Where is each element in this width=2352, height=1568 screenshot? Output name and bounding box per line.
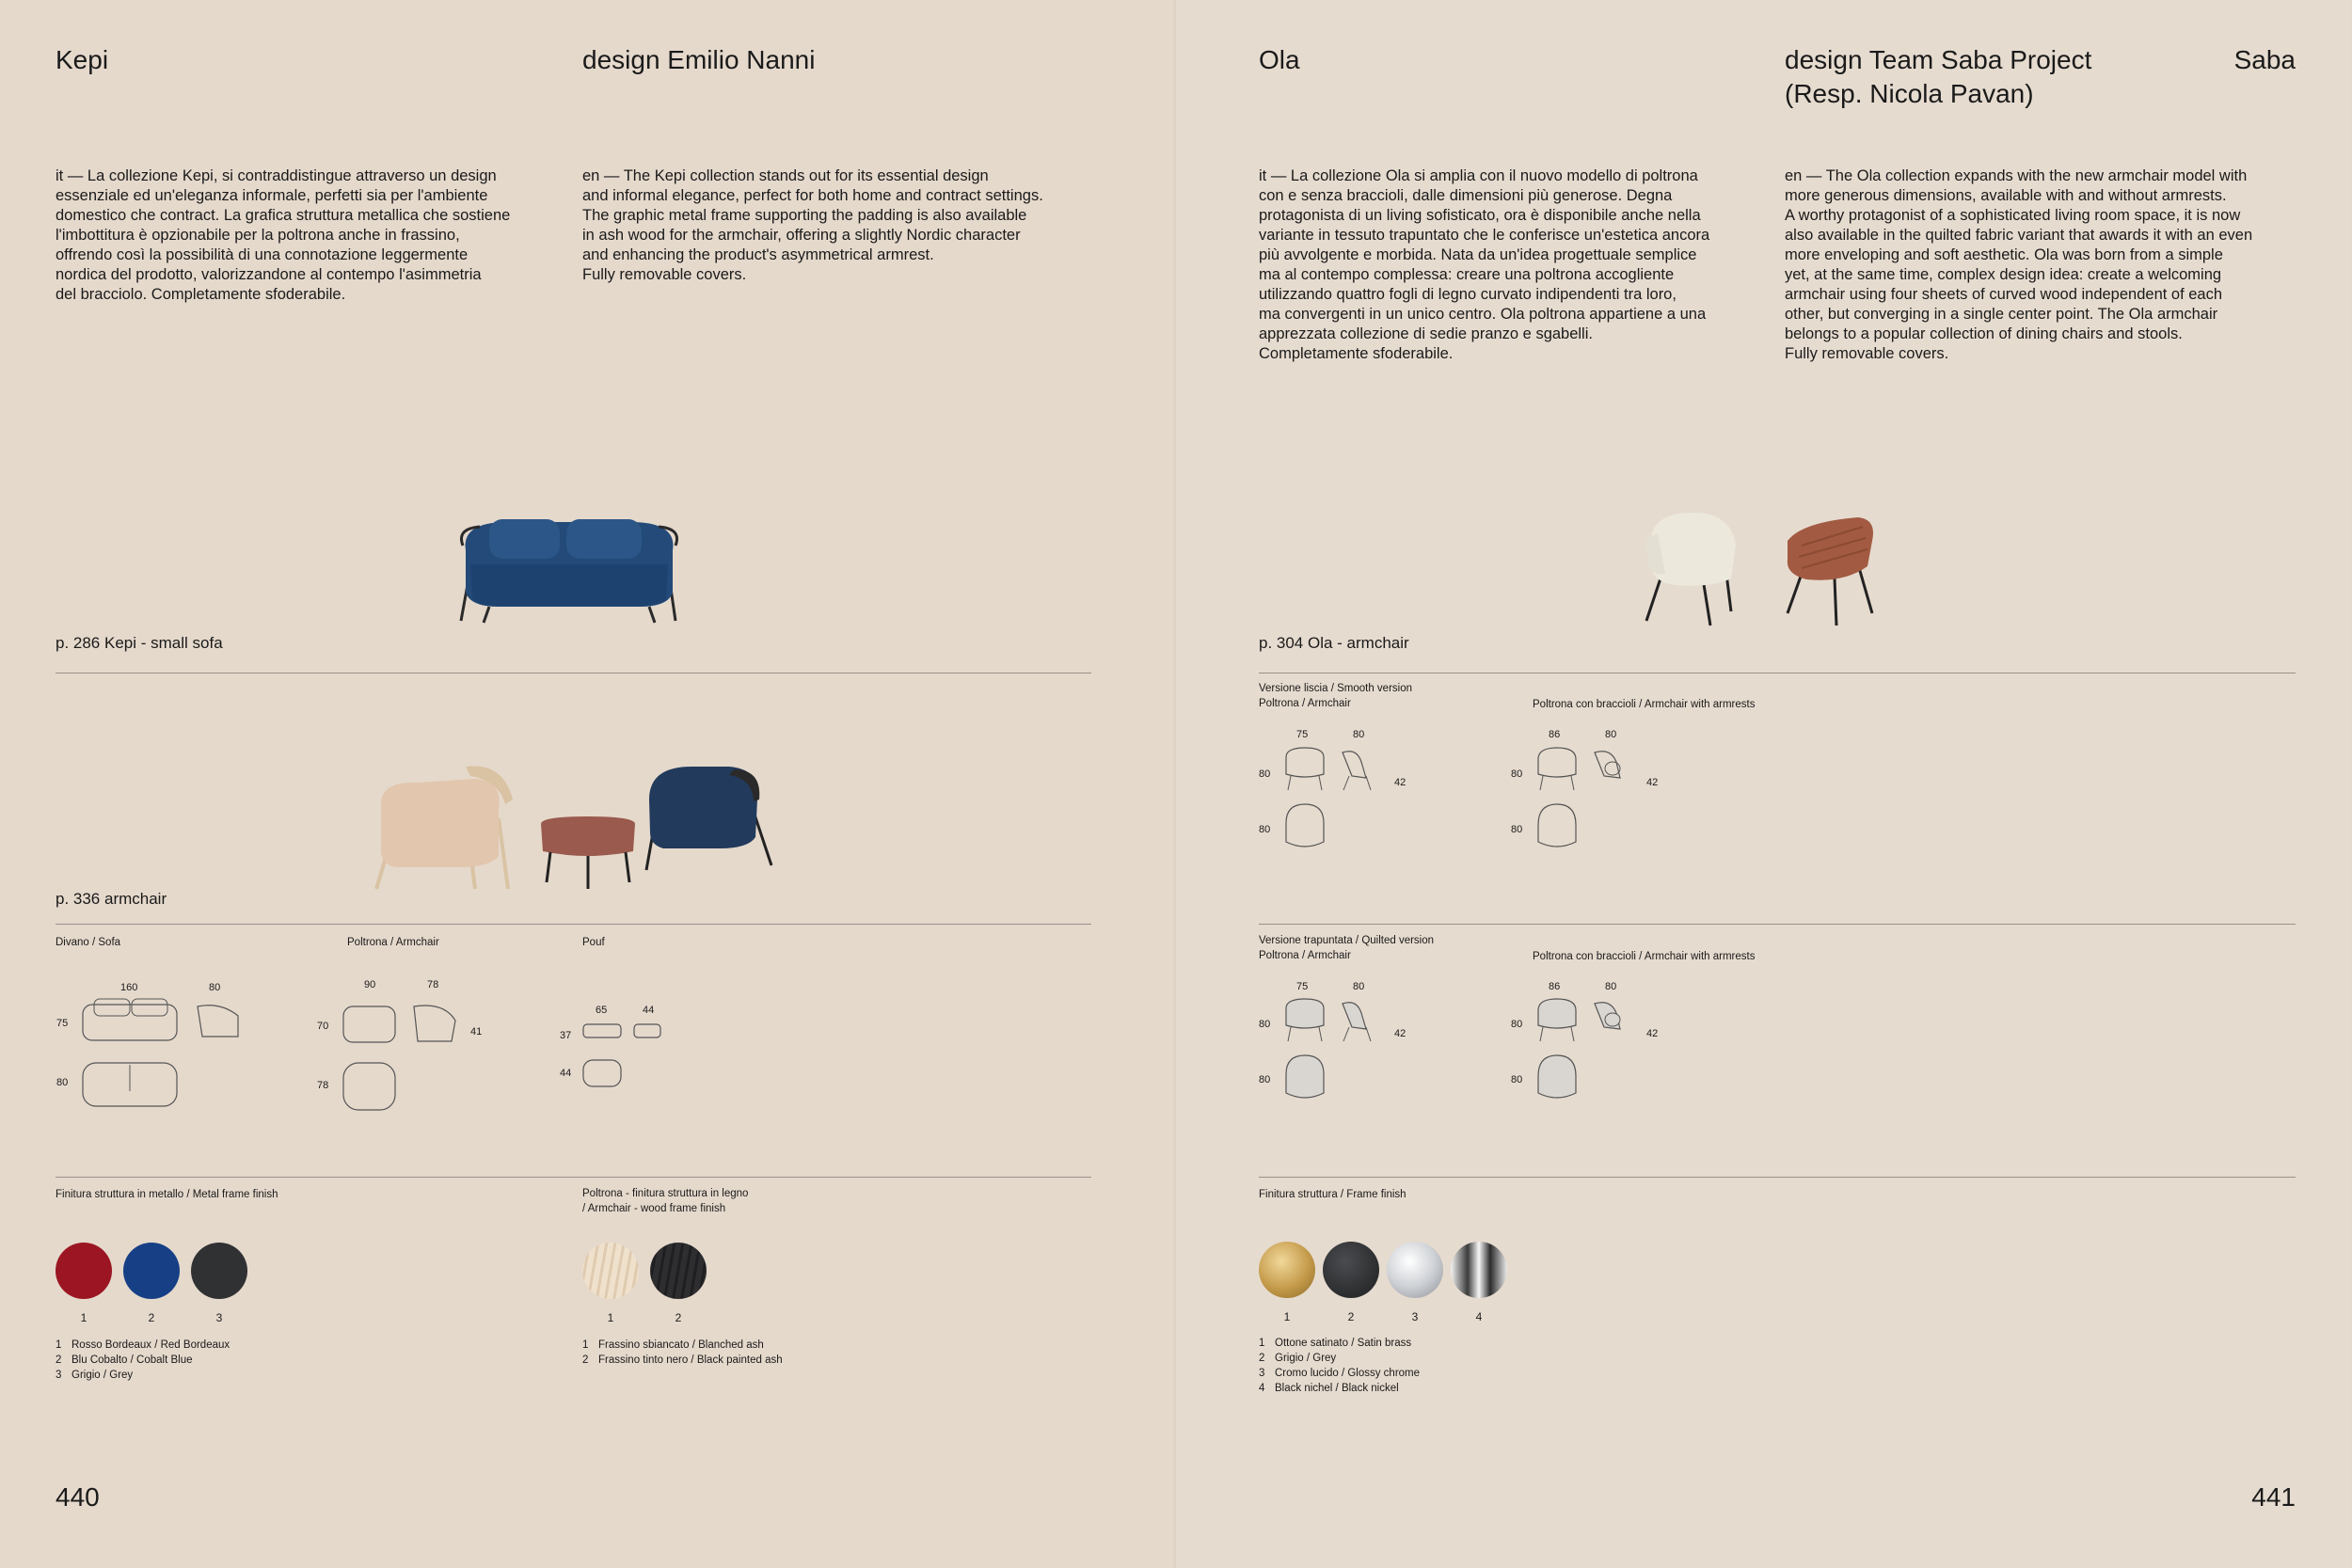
dim-ola-height: 80 <box>1259 768 1271 780</box>
description-en-kepi: en — The Kepi collection stands out for its essential design and informal elegance, perfect for both home and contract settings. The graphic metal frame supporting the padding is also available in ash wood for the armchair, offering a slightly Nordic character and enhancing the product's asymmetrical armrest. Fully removable covers. <box>582 167 1043 283</box>
swatch-number: 1 <box>607 1311 614 1324</box>
legend-number: 1 <box>1259 1338 1265 1349</box>
quilted-armrests-title: Poltrona con braccioli / Armchair with armrests <box>1533 951 1756 962</box>
caption-ola-armchair: p. 304 Ola - armchair <box>1259 634 1409 652</box>
ola-armchairs-image <box>1637 508 1900 630</box>
legend-row <box>1259 1336 1420 1351</box>
dim-sofa-width: 160 <box>120 982 138 993</box>
quilted-version-title: Versione trapuntata / Quilted version Poltrona / Armchair <box>1259 935 1435 961</box>
finish-swatch <box>1323 1242 1379 1298</box>
dim-ola-quilted-seat: 42 <box>1394 1028 1406 1039</box>
finish-wood-title: Poltrona - finitura struttura in legno / Armchair - wood frame finish <box>582 1188 749 1214</box>
legend-number: 2 <box>56 1354 62 1366</box>
divider <box>56 1177 1091 1178</box>
legend-number: 1 <box>582 1339 589 1351</box>
finish-swatch <box>56 1243 112 1299</box>
finish-swatch <box>650 1243 707 1299</box>
legend-number: 4 <box>1259 1383 1265 1394</box>
swatch-number: 1 <box>1283 1310 1291 1323</box>
swatch-number: 2 <box>148 1311 155 1324</box>
kepi-armchairs-image <box>372 762 786 903</box>
dim-pouf-width: 65 <box>596 1005 608 1016</box>
dim-armchair-depth-plan: 78 <box>317 1080 329 1091</box>
legend-row <box>1259 1351 1420 1366</box>
legend-row <box>582 1338 783 1353</box>
dim-ola-depth-plan: 80 <box>1259 824 1271 835</box>
dim-ola-quilted-depth-plan: 80 <box>1259 1074 1271 1085</box>
sofa-line-drawing <box>80 997 245 1110</box>
dim-armchair-width: 90 <box>364 979 376 990</box>
dim-ola-quilted-armrests-width: 86 <box>1549 981 1561 992</box>
armchair-line-drawing <box>341 1002 463 1115</box>
caption-kepi-sofa: p. 286 Kepi - small sofa <box>56 634 223 652</box>
legend-text: Grigio / Grey <box>72 1370 134 1381</box>
legend-number: 2 <box>582 1354 589 1366</box>
swatch-number: 2 <box>675 1311 682 1324</box>
frame-finish-title: Finitura struttura / Frame finish <box>1259 1189 1406 1200</box>
dim-ola-quilted-height: 80 <box>1259 1019 1271 1030</box>
dim-ola-quilted-armrests-depth: 80 <box>1605 981 1617 992</box>
legend-number: 3 <box>56 1370 62 1381</box>
legend-text: Ottone satinato / Satin brass <box>1275 1338 1412 1349</box>
legend-row <box>1259 1366 1420 1381</box>
legend-number: 3 <box>1259 1368 1265 1379</box>
dim-ola-armrests-depth-plan: 80 <box>1511 824 1523 835</box>
dim-ola-armrests-seat: 42 <box>1646 777 1659 788</box>
description-it-ola: it — La collezione Ola si amplia con il nuovo modello di poltrona con e senza braccioli, dalle dimensioni più generose. Degna protagonista di un living sofisticato, ora è disponibile anche nella variante in tessuto trapuntato che le conferisce un'estetica ancora più avvolgente e morbida. Nata da un'idea progettuale semplice ma al contempo complessa: creare una poltrona accogliente utilizzando quattro fogli di legno curvato indipendenti tra loro, ma convergenti in un unico centro. Ola poltrona appartiene a una apprezzata collezione di sedie pranzo e sgabelli. Completamente sfoderabile. <box>1259 167 1710 362</box>
legend-text: Frassino sbiancato / Blanched ash <box>598 1339 764 1351</box>
caption-kepi-armchair: p. 336 armchair <box>56 890 167 908</box>
ola-smooth-line-drawing <box>1281 748 1394 856</box>
finish-swatch <box>191 1243 247 1299</box>
description-en-ola: en — The Ola collection expands with the new armchair model with more generous dimensions, available with and without armrests. A worthy protagonist of a sophisticated living room space, it is now also available in the quilted fabric variant that awards it with an even more enveloping and soft aesthetic. Ola was born from a simple yet, at the same time, complex design idea: create a welcoming armchair using four sheets of curved wood independent of each other, but converging in a single center point. The Ola armchair belongs to a popular collection of dining chairs and stools. Fully removable covers. <box>1785 167 2253 362</box>
finish-metal-title: Finitura struttura in metallo / Metal frame finish <box>56 1189 278 1200</box>
page-number-left: 440 <box>56 1482 100 1512</box>
legend-number: 1 <box>56 1339 62 1351</box>
description-it-kepi: it — La collezione Kepi, si contraddistingue attraverso un design essenziale ed un'eleganza informale, perfetti sia per l'ambiente domestico che contract. La grafica struttura metallica che sostiene l'imbottitura è opzionabile per la poltrona anche in frassino, offrendo così la possibilità di una connotazione leggermente nordica del prodotto, valorizzandone al contempo l'asimmetria del bracciolo. Completamente sfoderabile. <box>56 167 511 303</box>
dim-ola-quilted-armrests-height: 80 <box>1511 1019 1523 1030</box>
swatch-number: 3 <box>1411 1310 1419 1323</box>
product-title-kepi: Kepi <box>56 45 109 74</box>
dim-ola-depth: 80 <box>1353 729 1365 740</box>
legend-text: Cromo lucido / Glossy chrome <box>1275 1368 1421 1379</box>
dim-ola-quilted-width: 75 <box>1296 981 1309 992</box>
ola-smooth-armrests-line-drawing <box>1534 748 1646 856</box>
pouf-line-drawing <box>580 1021 665 1086</box>
dim-ola-quilted-armrests-seat: 42 <box>1646 1028 1659 1039</box>
dim-armchair-depth: 78 <box>427 979 439 990</box>
legend-row <box>56 1338 230 1353</box>
dim-ola-seat: 42 <box>1394 777 1406 788</box>
ola-quilted-line-drawing <box>1281 999 1394 1107</box>
dim-pouf-height: 37 <box>560 1030 572 1041</box>
divider <box>1259 1177 2296 1178</box>
designer-ola: design Team Saba Project (Resp. Nicola Pavan) <box>1785 45 2092 108</box>
swatch-number: 1 <box>80 1311 87 1324</box>
dim-ola-quilted-armrests-depth-plan: 80 <box>1511 1074 1523 1085</box>
legend-text: Black nichel / Black nickel <box>1275 1383 1399 1394</box>
brand-saba: Saba <box>2233 45 2296 74</box>
dims-armchair-label: Poltrona / Armchair <box>347 937 439 948</box>
product-title-ola: Ola <box>1259 45 1300 74</box>
metal-finish-legend <box>56 1338 230 1383</box>
dims-pouf-label: Pouf <box>582 937 605 948</box>
dim-pouf-depth: 44 <box>643 1005 655 1016</box>
legend-row <box>582 1353 783 1368</box>
wood-finish-legend <box>582 1338 783 1368</box>
legend-row <box>1259 1381 1420 1396</box>
page-number-right: 441 <box>2251 1482 2296 1512</box>
dim-sofa-depth-plan: 80 <box>56 1077 69 1088</box>
legend-number: 2 <box>1259 1353 1265 1364</box>
dim-armchair-seat: 41 <box>470 1026 483 1037</box>
dims-sofa-label: Divano / Sofa <box>56 937 121 948</box>
swatch-number: 4 <box>1475 1310 1483 1323</box>
kepi-sofa-image <box>452 508 687 630</box>
swatch-number: 3 <box>215 1311 223 1324</box>
finish-swatch <box>1451 1242 1507 1298</box>
dim-ola-armrests-width: 86 <box>1549 729 1561 740</box>
legend-text: Grigio / Grey <box>1275 1353 1337 1364</box>
designer-kepi: design Emilio Nanni <box>582 45 816 74</box>
dim-pouf-depth-plan: 44 <box>560 1068 572 1079</box>
finish-swatch <box>123 1243 180 1299</box>
legend-text: Frassino tinto nero / Black painted ash <box>598 1354 783 1366</box>
frame-finish-legend <box>1259 1336 1420 1396</box>
legend-row <box>56 1353 230 1368</box>
legend-row <box>56 1368 230 1383</box>
dim-ola-armrests-depth: 80 <box>1605 729 1617 740</box>
dim-armchair-height: 70 <box>317 1021 329 1032</box>
ola-quilted-armrests-line-drawing <box>1534 999 1646 1107</box>
right-page <box>1176 0 2351 1568</box>
legend-text: Blu Cobalto / Cobalt Blue <box>72 1354 193 1366</box>
finish-swatch <box>582 1243 639 1299</box>
smooth-version-title: Versione liscia / Smooth version Poltrona / Armchair <box>1259 683 1412 709</box>
divider <box>56 924 1091 925</box>
dim-sofa-height: 75 <box>56 1018 69 1029</box>
dim-ola-quilted-depth: 80 <box>1353 981 1365 992</box>
dim-ola-armrests-height: 80 <box>1511 768 1523 780</box>
left-page <box>0 0 1175 1568</box>
dim-sofa-depth: 80 <box>209 982 221 993</box>
legend-text: Rosso Bordeaux / Red Bordeaux <box>72 1339 230 1351</box>
swatch-number: 2 <box>1347 1310 1355 1323</box>
dim-ola-width: 75 <box>1296 729 1309 740</box>
finish-swatch <box>1259 1242 1315 1298</box>
divider <box>1259 924 2296 925</box>
smooth-armrests-title: Poltrona con braccioli / Armchair with armrests <box>1533 699 1756 710</box>
finish-swatch <box>1387 1242 1443 1298</box>
